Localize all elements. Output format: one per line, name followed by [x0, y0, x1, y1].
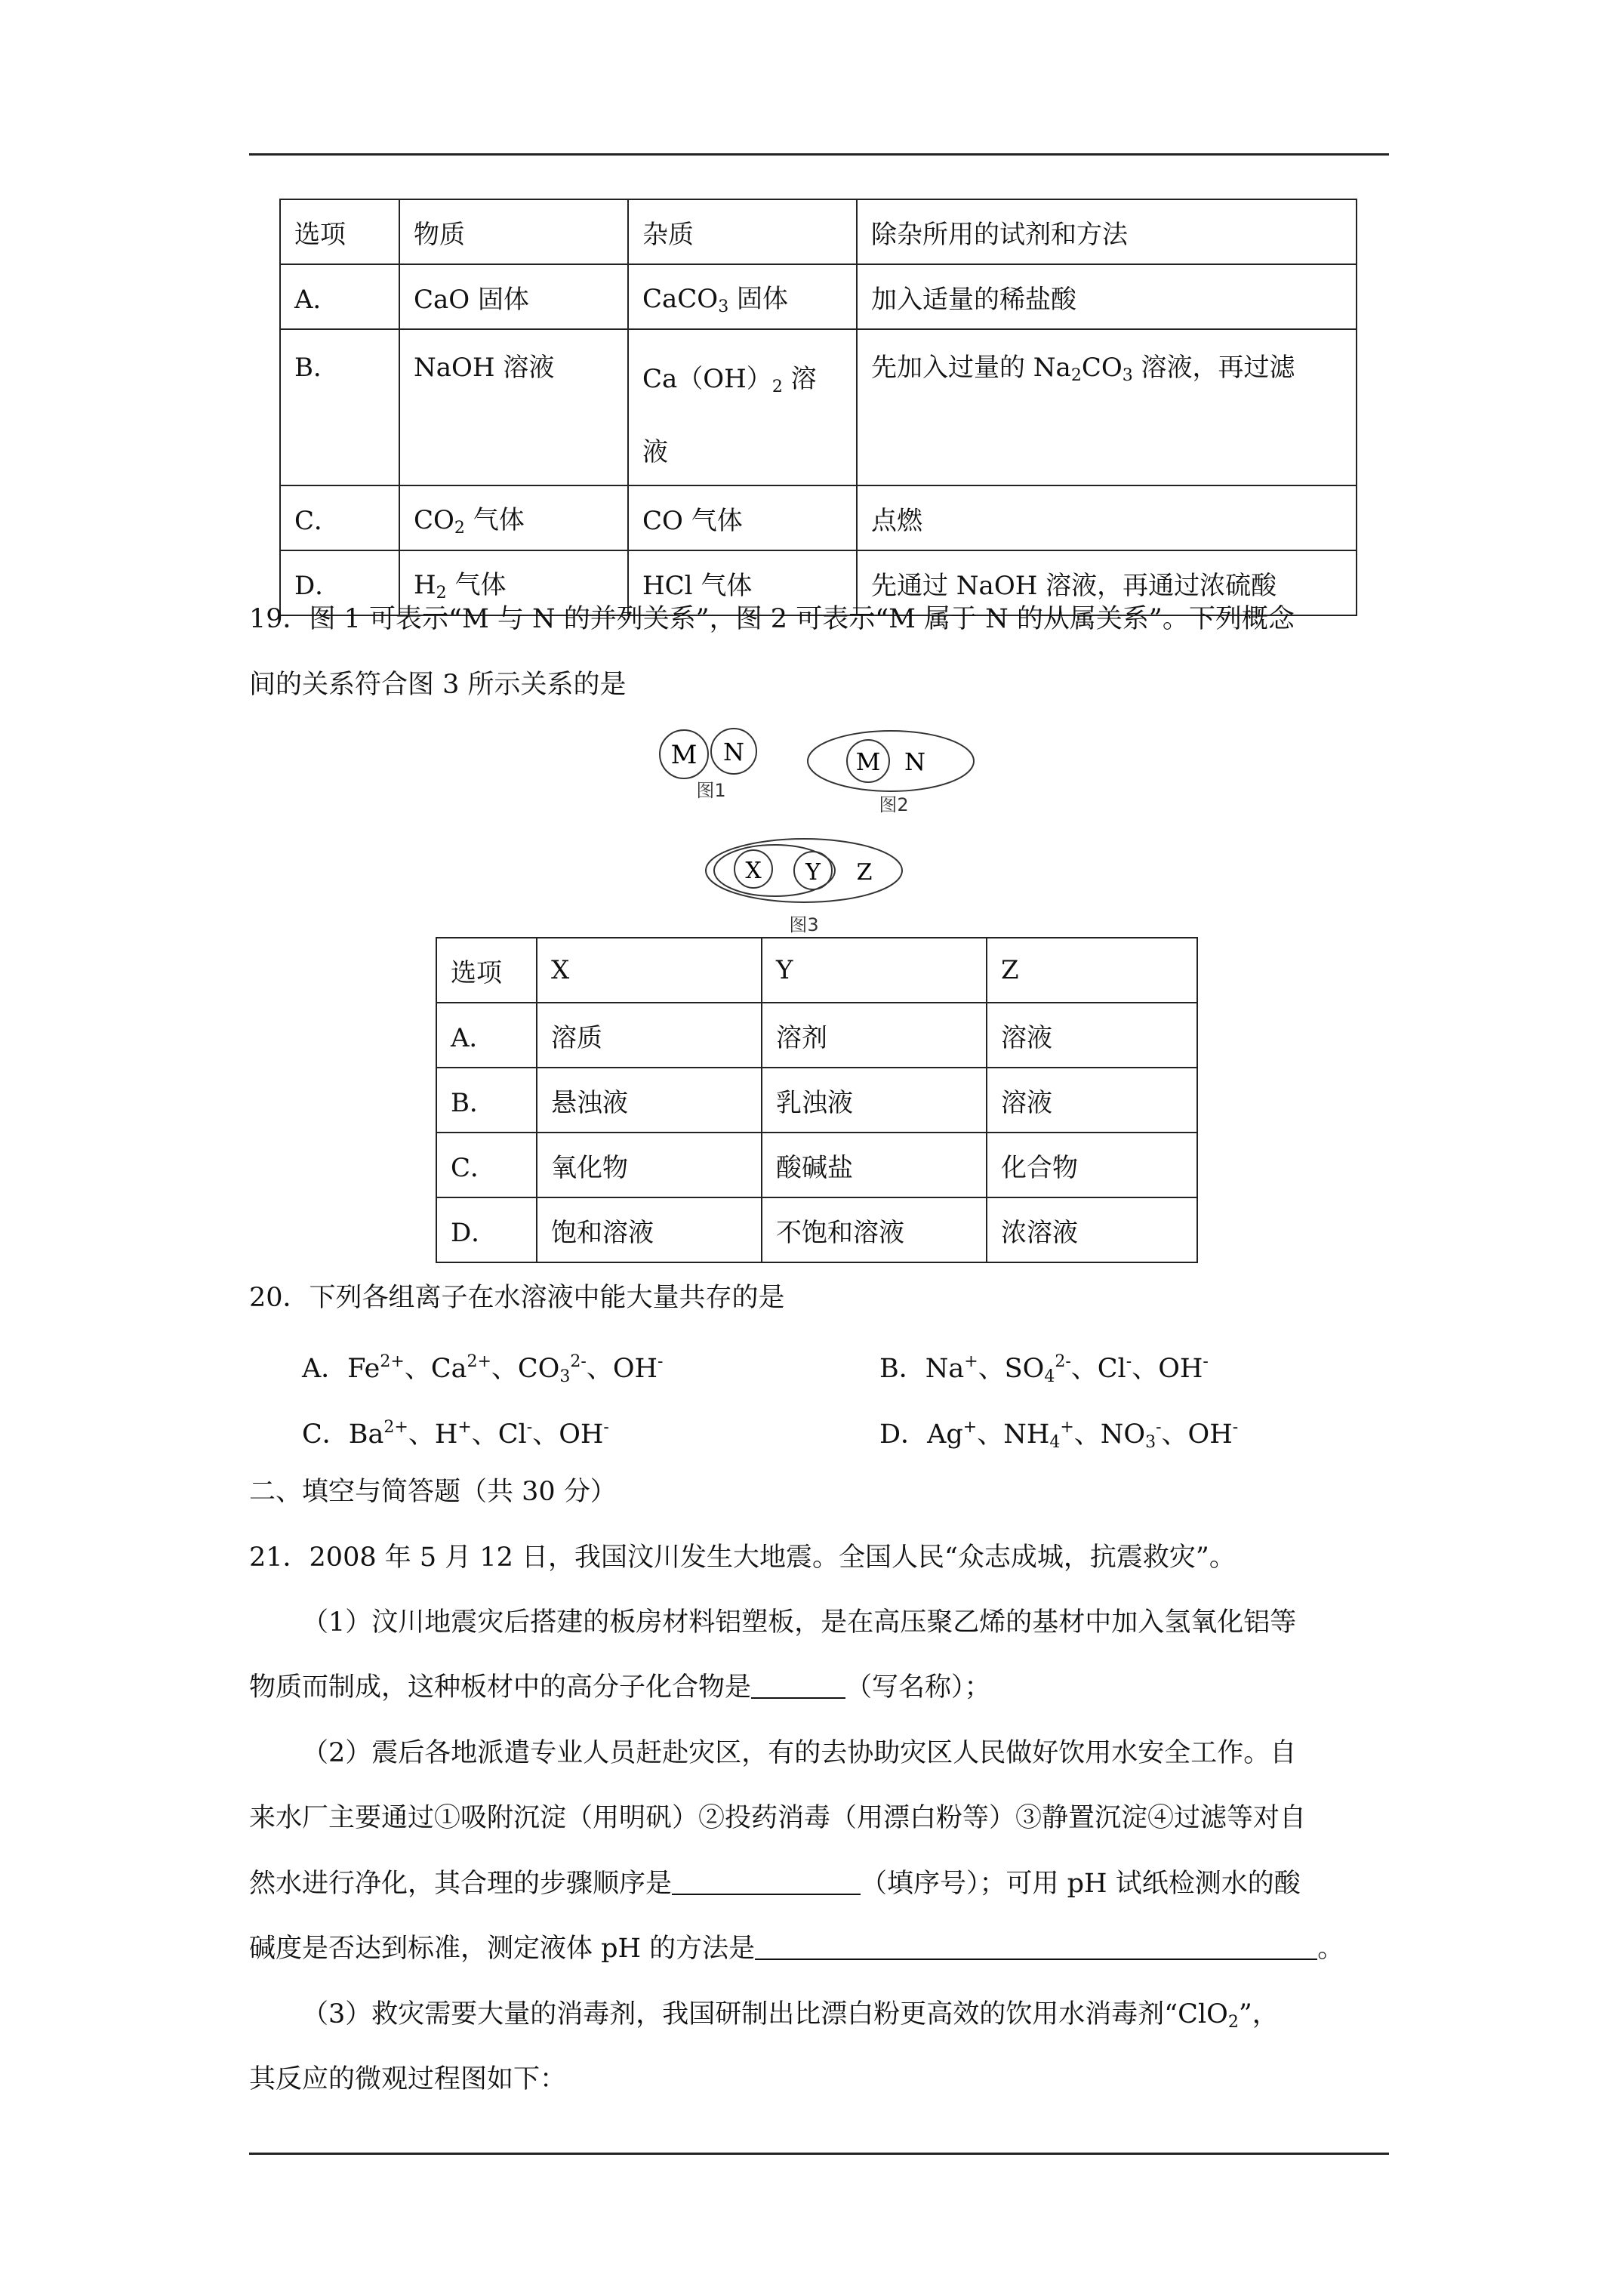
label-n: N — [904, 747, 925, 776]
label-y: Y — [805, 859, 821, 886]
option-cell: C． — [436, 1133, 537, 1197]
table-row — [280, 264, 1357, 329]
q21-part3-line1: （3）救灾需要大量的消毒剂，我国研制出比漂白粉更高效的饮用水消毒剂“ClO$_2$”， — [302, 1999, 1279, 2032]
figure-3-diagram — [702, 834, 921, 936]
figure-1-diagram — [651, 721, 771, 804]
header-cell: 选项 — [436, 938, 537, 1003]
x-cell: 饱和溶液 — [537, 1197, 762, 1262]
section-title: 二、填空与简答题（共 30 分） — [249, 1477, 617, 1507]
option-cell: D． — [280, 550, 399, 615]
impurity-removal-table — [279, 199, 1357, 616]
method-cell: 加入适量的稀盐酸 — [857, 264, 1357, 329]
figure-2-caption: 图2 — [879, 794, 909, 815]
header-cell: 除杂所用的试剂和方法 — [857, 199, 1357, 264]
table-row — [436, 1003, 1197, 1068]
ellipse-n — [808, 731, 974, 791]
header-cell: 选项 — [280, 199, 399, 264]
impurity-cell: $Ca(OH)_2$ 溶 液 — [628, 329, 857, 485]
y-cell: 不饱和溶液 — [762, 1197, 987, 1262]
q21-part2-line3: 然水进行净化，其合理的步骤顺序是 （填序号）；可用 pH 试纸检测水的酸 — [249, 1869, 1301, 1899]
figure-3-caption: 图3 — [789, 914, 819, 935]
table-row — [436, 1197, 1197, 1262]
method-cell: 先加入过量的 $Na_2CO_3$ 溶液，再过滤 — [857, 329, 1357, 485]
label-m: M — [670, 740, 698, 770]
z-cell: 溶液 — [987, 1003, 1197, 1068]
q21-part1-line1: （1）汶川地震灾后搭建的板房材料铝塑板，是在高压聚乙烯的基材中加入氢氧化铝等 — [302, 1607, 1297, 1638]
table-row — [436, 1068, 1197, 1133]
table-header-row — [280, 199, 1357, 264]
table-header-row — [436, 938, 1197, 1003]
y-cell: 乳浊液 — [762, 1068, 987, 1133]
substance-cell: $CO_2$ 气体 — [399, 485, 628, 550]
q21-part2-line2: 来水厂主要通过①吸附沉淀（用明矾）②投药消毒（用漂白粉等）③静置沉淀④过滤等对自 — [249, 1803, 1307, 1833]
answer-blank-polymer[interactable] — [751, 1672, 845, 1699]
q21-stem: 21．2008 年 5 月 12 日，我国汶川发生大地震。全国人民“众志成城，抗震救灾”。 — [249, 1542, 1236, 1573]
figure-1-caption: 图1 — [696, 780, 726, 801]
z-cell: 溶液 — [987, 1068, 1197, 1133]
label-n: N — [723, 738, 744, 766]
z-cell: 化合物 — [987, 1133, 1197, 1197]
option-cell: B． — [280, 329, 399, 485]
method-cell: 先通过 NaOH 溶液，再通过浓硫酸 — [857, 550, 1357, 615]
answer-blank-ph-method[interactable] — [755, 1933, 1317, 1960]
q20-stem: 20．下列各组离子在水溶液中能大量共存的是 — [249, 1283, 785, 1313]
table-row — [280, 329, 1357, 485]
impurity-cell: HCl 气体 — [628, 550, 857, 615]
figure-2-diagram — [800, 726, 981, 821]
q20-option-a[interactable]: A．$Fe^{2+}$、$Ca^{2+}$、$CO_3^{2-}$、OH- — [302, 1352, 664, 1386]
q19-stem-line1: 19．图 1 可表示“M 与 N 的并列关系”，图 2 可表示“M 属于 N 的从属关系”。下列概念 — [249, 604, 1295, 634]
q20-option-c[interactable]: C．$Ba^{2+}$、H+、Cl-、OH- — [302, 1418, 609, 1450]
header-cell: Y — [762, 938, 987, 1003]
method-cell: 点燃 — [857, 485, 1357, 550]
q19-stem-line2: 间的关系符合图 3 所示关系的是 — [249, 670, 627, 700]
table-row — [280, 485, 1357, 550]
x-cell: 悬浊液 — [537, 1068, 762, 1133]
x-cell: 溶质 — [537, 1003, 762, 1068]
footer-rule — [249, 2153, 1389, 2155]
y-cell: 溶剂 — [762, 1003, 987, 1068]
q20-option-d[interactable]: D．Ag+、$NH_4^+$、$NO_3^-$、OH- — [879, 1418, 1239, 1452]
option-cell: B． — [436, 1068, 537, 1133]
q21-part2-line1: （2）震后各地派遣专业人员赶赴灾区，有的去协助灾区人民做好饮用水安全工作。自 — [302, 1738, 1297, 1768]
q21-part3-line2: 其反应的微观过程图如下： — [249, 2064, 567, 2094]
header-cell: X — [537, 938, 762, 1003]
option-cell: A． — [436, 1003, 537, 1068]
substance-cell: CaO 固体 — [399, 264, 628, 329]
option-cell: D． — [436, 1197, 537, 1262]
substance-cell: NaOH 溶液 — [399, 329, 628, 485]
header-cell: 杂质 — [628, 199, 857, 264]
header-cell: Z — [987, 938, 1197, 1003]
q20-option-b[interactable]: B．Na+、$SO_4^{2-}$、Cl-、OH- — [879, 1352, 1209, 1386]
q21-part1-line2: 物质而制成，这种板材中的高分子化合物是 （写名称）； — [249, 1672, 991, 1703]
label-x: X — [745, 858, 762, 884]
option-cell: A． — [280, 264, 399, 329]
header-rule — [249, 153, 1389, 156]
z-cell: 浓溶液 — [987, 1197, 1197, 1262]
y-cell: 酸碱盐 — [762, 1133, 987, 1197]
concept-relation-table — [436, 937, 1198, 1263]
answer-blank-order[interactable] — [672, 1868, 861, 1895]
label-z: Z — [856, 859, 873, 886]
impurity-cell: CO 气体 — [628, 485, 857, 550]
label-m: M — [855, 747, 881, 776]
substance-cell: $H_2$ 气体 — [399, 550, 628, 615]
header-cell: 物质 — [399, 199, 628, 264]
q21-part2-line4: 碱度是否达到标准，测定液体 pH 的方法是 。 — [249, 1934, 1344, 1964]
x-cell: 氧化物 — [537, 1133, 762, 1197]
option-cell: C． — [280, 485, 399, 550]
table-row — [436, 1133, 1197, 1197]
impurity-cell: CaCO$_3$ 固体 — [628, 264, 857, 329]
